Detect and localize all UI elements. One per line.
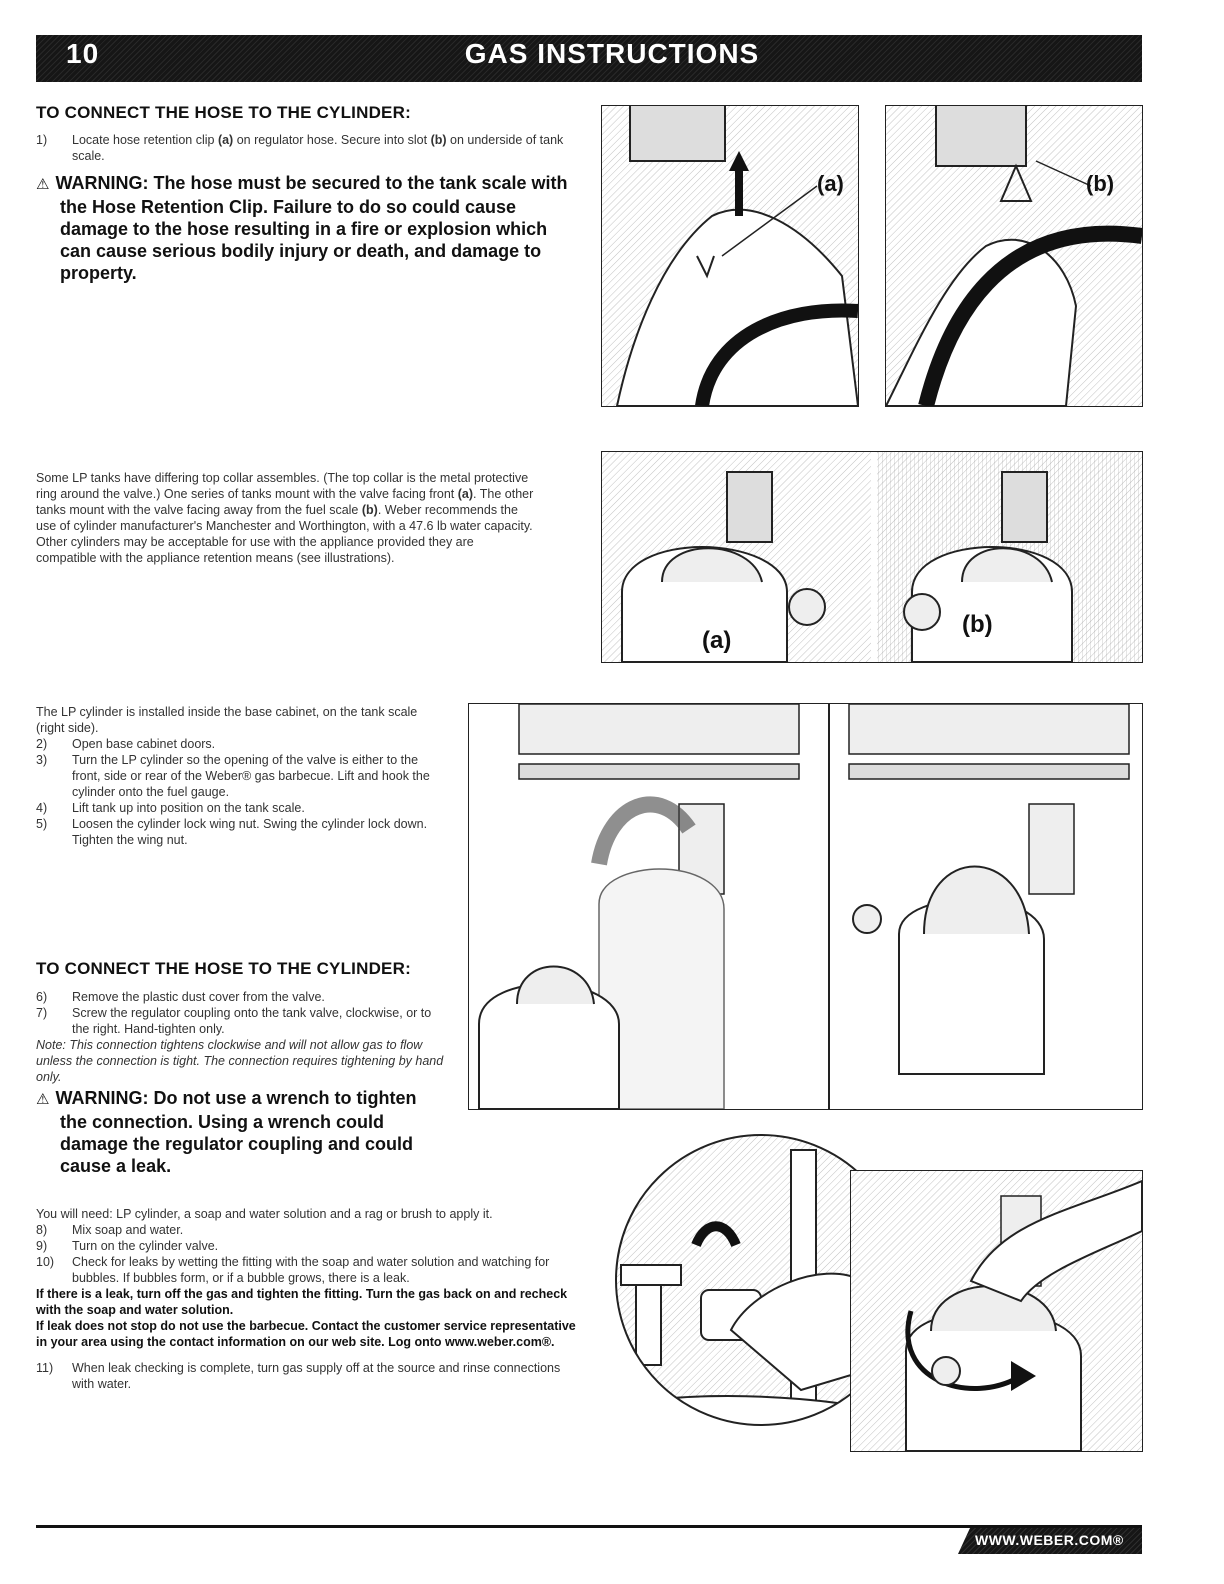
step-7: 7) Screw the regulator coupling onto the tank valve, clockwise, or to the right. Hand-tighten only. [36,1006,432,1036]
step-2: 2) Open base cabinet doors. [36,737,216,751]
step-3: 3) Turn the LP cylinder so the opening of the valve is either to the front, side or rear of the Weber® gas barbecue. Lift and hook the cylinder onto the fuel gauge. [36,753,430,799]
figure-hose-clip-a [601,105,859,407]
figure-hose-clip-b [885,105,1143,407]
footer-url[interactable]: WWW.WEBER.COM® [975,1532,1124,1548]
block4-heading: TO CONNECT THE HOSE TO THE CYLINDER: [36,959,411,978]
block1-heading: TO CONNECT THE HOSE TO THE CYLINDER: [36,103,411,122]
block1-text [36,103,581,284]
footer-rule [36,1525,1142,1528]
warning-text: WARNING: The hose must be secured to the tank scale with the Hose Retention Clip. Failure to do so could cause damage to the hose resulting in a fire or explosion which can cause serious bodily injury or death, and damage to property. [55,173,568,283]
leak-instructions: If there is a leak, turn off the gas and tighten the fitting. Turn the gas back on and recheck with the soap and water solution. [36,1287,568,1317]
page-number: 10 [66,38,100,69]
note: Note: This connection tightens clockwise and will not allow gas to flow unless the connection is tight. The connection requires tightening by hand only. [36,1038,444,1084]
warning-icon: ⚠ [36,1091,50,1108]
block5-text [36,1206,581,1392]
block3-text [36,704,436,848]
block3-intro: The LP cylinder is installed inside the base cabinet, on the tank scale (right side). [36,705,418,735]
warning-wrench [36,1087,446,1177]
step-1 [36,132,581,164]
step-6: 6) Remove the plastic dust cover from the valve. [36,990,325,1004]
fig-label-b: (b) [962,611,993,638]
step-4: 4) Lift tank up into position on the tank scale. [36,801,305,815]
block4-text [36,959,446,1177]
step-8: 8) Mix soap and water. [36,1223,184,1237]
block2-text: Some LP tanks have differing top collar assembles. (The top collar is the metal protective ring around the valve.) One series of tanks mount with the valve facing front (a). The other tanks mount with the valve facing away from the fuel scale (b). Weber recommends the use of cylinder manufacturer's Manchester and Worthington, with a 47.6 lb water capacity. Other cylinders may be acceptable for use with the appliance provided they are compatible with the appliance retention means (see illustrations). [36,471,534,565]
step-11: 11) When leak checking is complete, turn gas supply off at the source and rinse connections with water. [36,1361,561,1391]
figure-cabinet-install [468,703,1143,1110]
block5-intro: You will need: LP cylinder, a soap and water solution and a rag or brush to apply it. [36,1207,493,1221]
step-5: 5) Loosen the cylinder lock wing nut. Swing the cylinder lock down. Tighten the wing nut. [36,817,428,847]
step-9: 9) Turn on the cylinder valve. [36,1239,219,1253]
leak-contact: If leak does not stop do not use the barbecue. Contact the customer service representative in your area using the contact information on our web site. Log onto www.weber.com®. [36,1319,576,1349]
step-number: 1) [36,133,48,147]
section-title: GAS INSTRUCTIONS [464,38,760,69]
warning-hose [36,172,581,284]
figure-leak-check-tank [850,1170,1143,1452]
fig-label-a: (a) [817,171,844,196]
fig-label-b: (b) [1086,171,1115,196]
figure-tank-collars [601,451,1143,663]
fig-label-a: (a) [702,627,732,654]
step-10: 10) Check for leaks by wetting the fitting with the soap and water solution and watching for bubbles. If bubbles form, or if a bubble grows, there is a leak. [36,1255,550,1285]
warning-icon: ⚠ [36,176,50,193]
warning-text: WARNING: Do not use a wrench to tighten the connection. Using a wrench could damage the regulator coupling and could cause a leak. [55,1088,417,1176]
step-text: Locate hose retention clip (a) on regulator hose. Secure into slot (b) on underside of tank scale. [72,133,564,163]
